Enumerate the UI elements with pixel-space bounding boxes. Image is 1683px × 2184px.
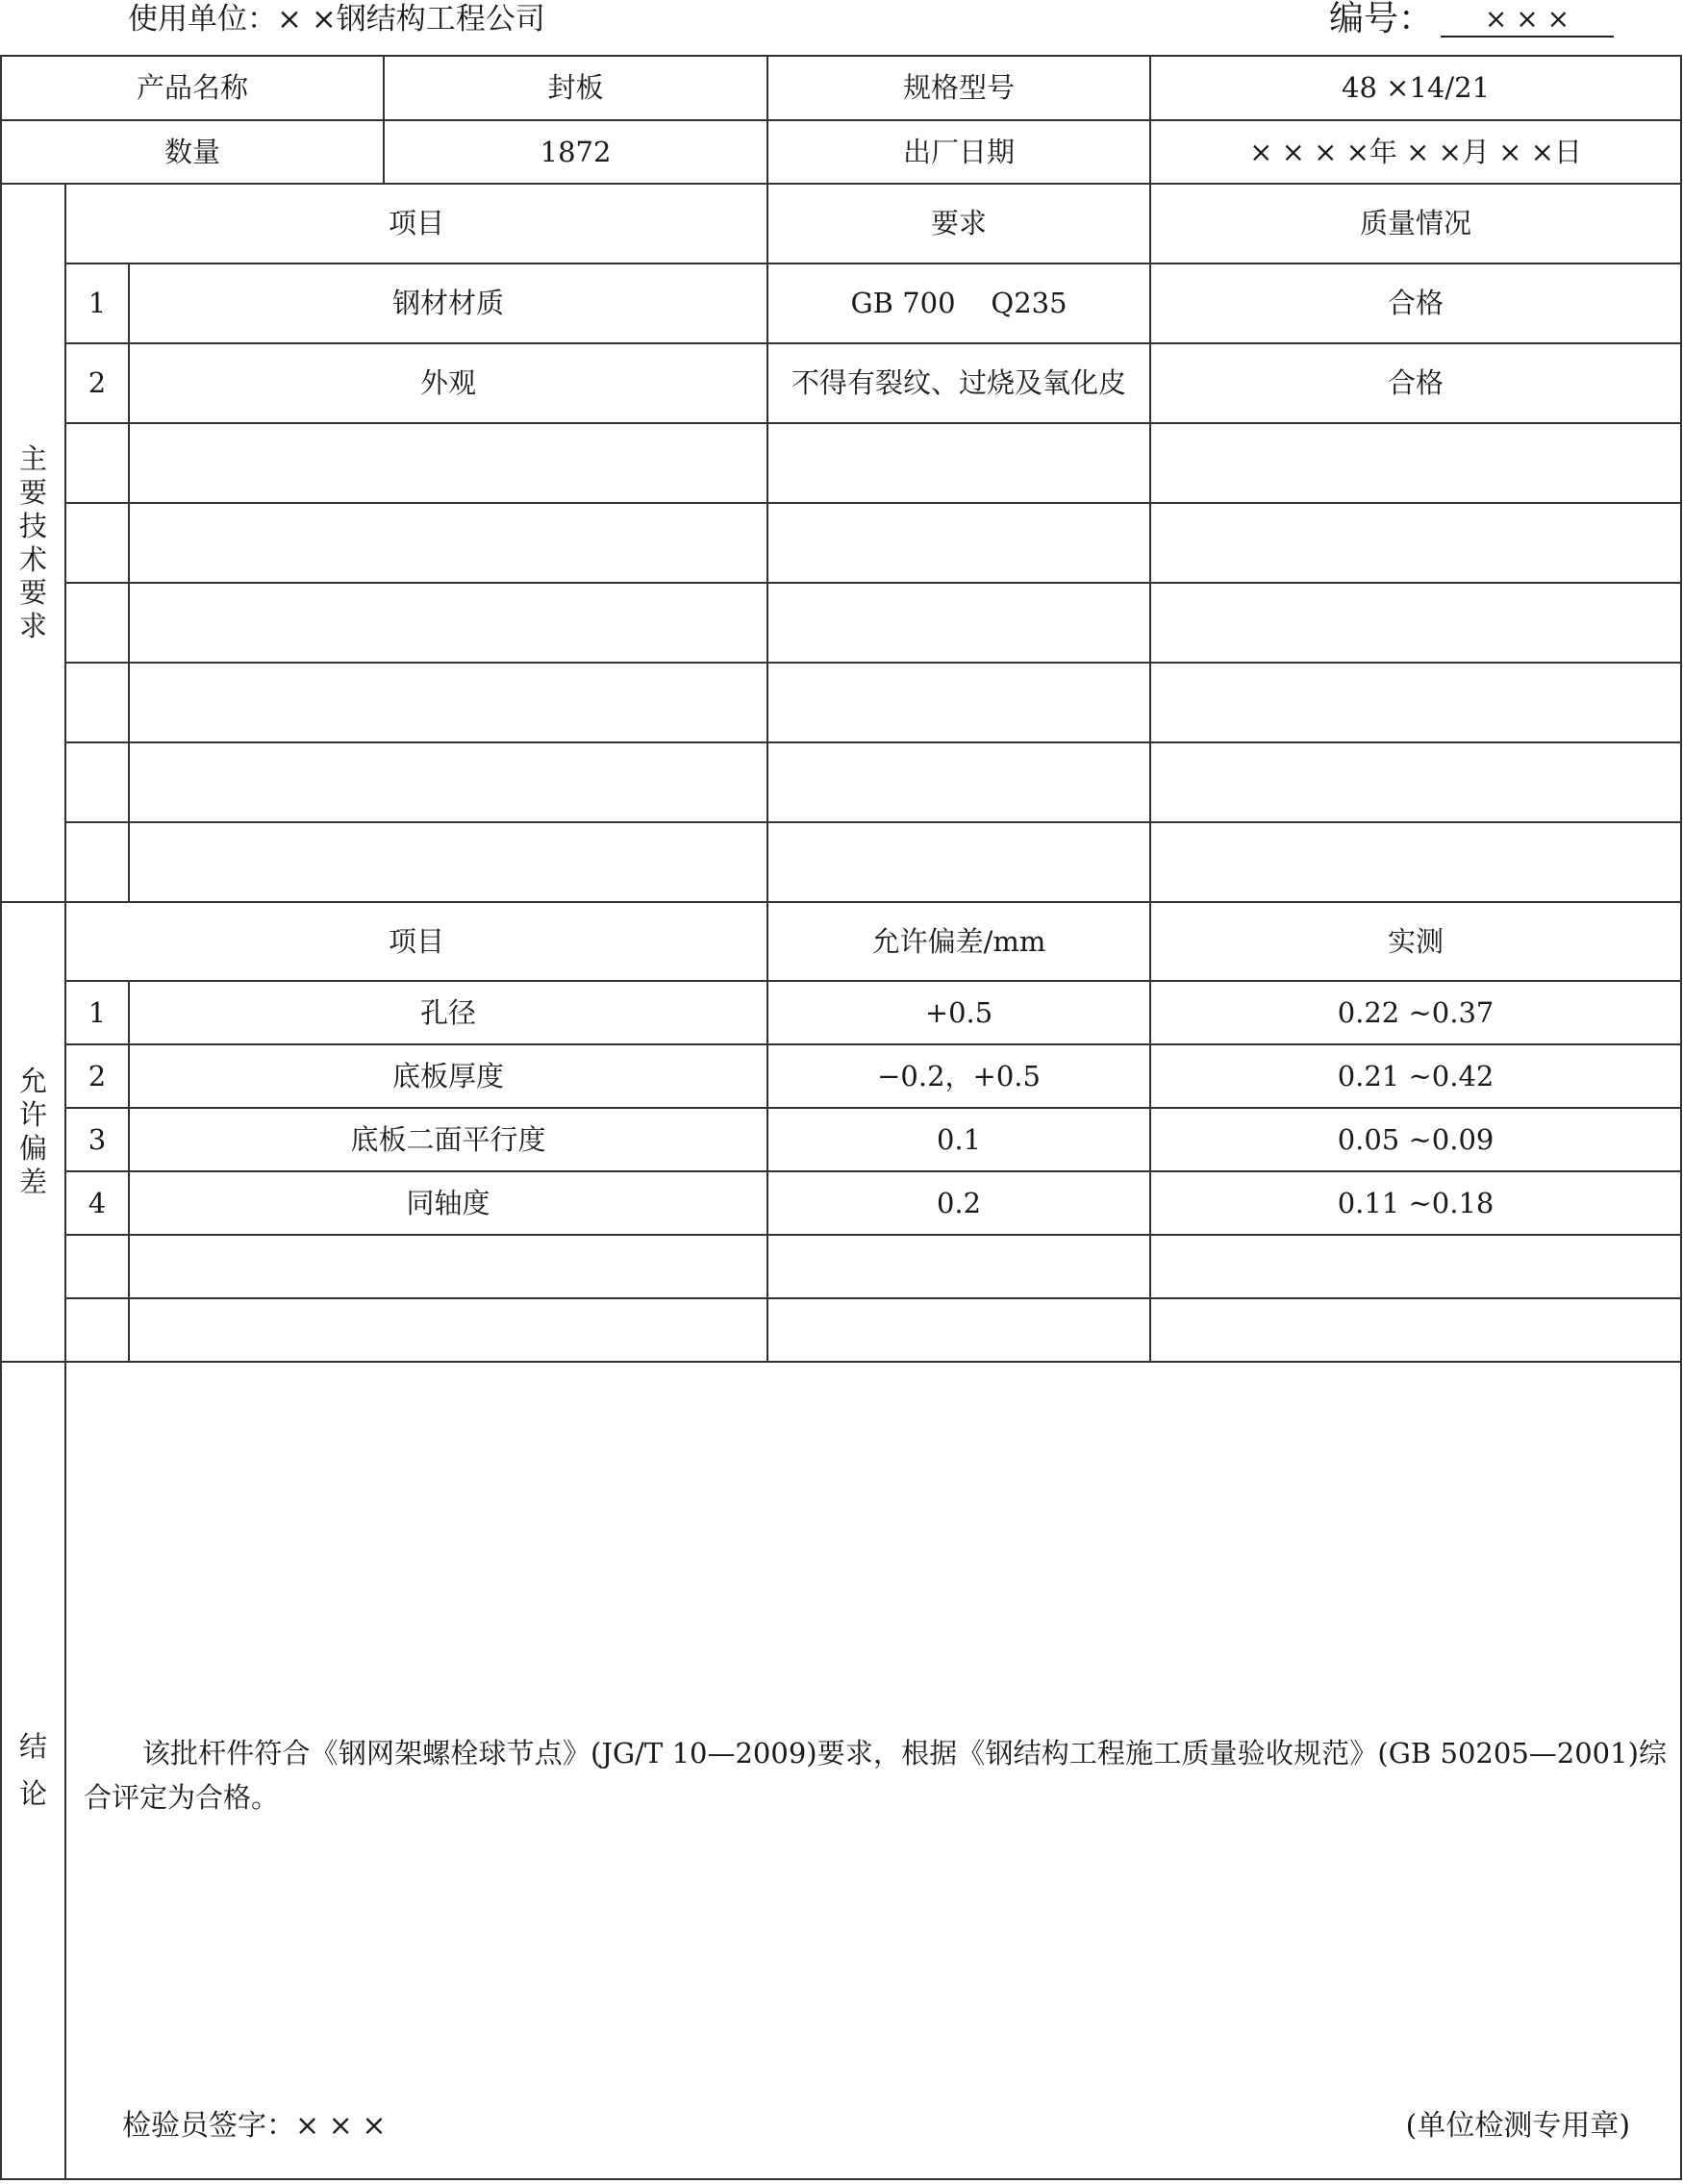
deviation-measured: 0.21 ~0.42 xyxy=(1150,1044,1681,1108)
spec-label: 规格型号 xyxy=(767,56,1150,120)
row-number: 2 xyxy=(65,343,129,423)
row-number: 1 xyxy=(65,264,129,343)
empty-row xyxy=(1,1235,1681,1298)
empty-cell xyxy=(767,742,1150,822)
deviation-label-char: 偏 xyxy=(18,1132,47,1165)
tech-item: 外观 xyxy=(129,343,767,423)
tech-label-char: 术 xyxy=(18,542,47,576)
empty-row xyxy=(1,663,1681,742)
deviation-header-row xyxy=(1,902,1681,981)
tech-section-label xyxy=(1,184,65,902)
conclusion-label-char: 结 xyxy=(18,1730,47,1764)
empty-cell xyxy=(65,663,129,742)
empty-row xyxy=(1,1298,1681,1362)
empty-cell xyxy=(129,583,767,663)
empty-row xyxy=(1,423,1681,503)
empty-cell xyxy=(1150,742,1681,822)
deviation-section-label xyxy=(1,902,65,1362)
empty-cell xyxy=(65,742,129,822)
conclusion-section-label xyxy=(1,1362,65,2179)
tech-col-requirement: 要求 xyxy=(767,184,1150,264)
empty-cell xyxy=(1150,822,1681,902)
empty-row xyxy=(1,822,1681,902)
quantity-label: 数量 xyxy=(1,120,384,184)
tech-requirement: 不得有裂纹、过烧及氧化皮 xyxy=(767,343,1150,423)
deviation-item: 底板厚度 xyxy=(129,1044,767,1108)
empty-cell xyxy=(65,1235,129,1298)
deviation-label-char: 允 xyxy=(18,1065,47,1098)
form-number-label: 编号： xyxy=(1329,0,1434,38)
product-row-1 xyxy=(1,56,1681,120)
row-number: 3 xyxy=(65,1108,129,1171)
empty-cell xyxy=(129,423,767,503)
empty-cell xyxy=(65,1298,129,1362)
empty-row xyxy=(1,503,1681,583)
product-row-2 xyxy=(1,120,1681,184)
deviation-measured: 0.05 ~0.09 xyxy=(1150,1108,1681,1171)
tech-requirement: GB 700 Q235 xyxy=(767,264,1150,343)
empty-cell xyxy=(1150,583,1681,663)
tech-item: 钢材材质 xyxy=(129,264,767,343)
deviation-allowed: 0.2 xyxy=(767,1171,1150,1235)
empty-cell xyxy=(767,822,1150,902)
empty-cell xyxy=(767,423,1150,503)
empty-cell xyxy=(1150,1235,1681,1298)
spec-value: 48 ×14/21 xyxy=(1150,56,1681,120)
empty-row xyxy=(1,742,1681,822)
user-unit xyxy=(128,0,545,38)
deviation-allowed: −0.2，+0.5 xyxy=(767,1044,1150,1108)
inspector-value: × × × xyxy=(295,2109,387,2143)
tech-label-char: 要 xyxy=(18,475,47,509)
conclusion-text: 该批杆件符合《钢网架螺栓球节点》(JG/T 10—2009)要求，根据《钢结构工程施工质量验收规范》(GB 50205—2001)综合评定为合格。 xyxy=(84,1737,1668,1814)
table-row xyxy=(1,1108,1681,1171)
empty-cell xyxy=(65,822,129,902)
tech-col-quality: 质量情况 xyxy=(1150,184,1681,264)
empty-cell xyxy=(1150,663,1681,742)
empty-cell xyxy=(767,663,1150,742)
deviation-label-char: 许 xyxy=(18,1098,47,1132)
empty-cell xyxy=(1150,503,1681,583)
deviation-item: 同轴度 xyxy=(129,1171,767,1235)
empty-cell xyxy=(129,503,767,583)
empty-cell xyxy=(129,663,767,742)
deviation-measured: 0.22 ~0.37 xyxy=(1150,981,1681,1044)
inspection-form xyxy=(0,55,1682,2180)
empty-cell xyxy=(129,1235,767,1298)
deviation-item: 孔径 xyxy=(129,981,767,1044)
empty-cell xyxy=(65,503,129,583)
date-value: × × × ×年 × ×月 × ×日 xyxy=(1150,120,1681,184)
empty-cell xyxy=(129,1298,767,1362)
form-number xyxy=(1329,0,1614,38)
inspector-signature xyxy=(122,2109,386,2144)
table-row xyxy=(1,981,1681,1044)
empty-cell xyxy=(767,1235,1150,1298)
inspector-label: 检验员签字： xyxy=(122,2109,295,2143)
user-unit-value: × ×钢结构工程公司 xyxy=(277,2,545,37)
empty-row xyxy=(1,583,1681,663)
product-name-label: 产品名称 xyxy=(1,56,384,120)
deviation-label-char: 差 xyxy=(18,1165,47,1198)
date-label: 出厂日期 xyxy=(767,120,1150,184)
tech-label-char: 技 xyxy=(18,509,47,542)
quantity-value: 1872 xyxy=(384,120,767,184)
table-row xyxy=(1,1044,1681,1108)
deviation-col-item: 项目 xyxy=(65,902,767,981)
empty-cell xyxy=(1150,1298,1681,1362)
product-name-value: 封板 xyxy=(384,56,767,120)
deviation-col-measured: 实测 xyxy=(1150,902,1681,981)
user-unit-label: 使用单位： xyxy=(128,2,277,37)
empty-cell xyxy=(129,822,767,902)
conclusion-label-char: 论 xyxy=(18,1777,47,1810)
deviation-item: 底板二面平行度 xyxy=(129,1108,767,1171)
deviation-allowed: +0.5 xyxy=(767,981,1150,1044)
empty-cell xyxy=(767,583,1150,663)
form-header xyxy=(0,0,1683,55)
conclusion-row xyxy=(1,1362,1681,2179)
empty-cell xyxy=(767,503,1150,583)
table-row xyxy=(1,343,1681,423)
empty-cell xyxy=(129,742,767,822)
tech-col-item: 项目 xyxy=(65,184,767,264)
tech-label-char: 求 xyxy=(18,610,47,643)
row-number: 1 xyxy=(65,981,129,1044)
tech-label-char: 要 xyxy=(18,576,47,610)
deviation-allowed: 0.1 xyxy=(767,1108,1150,1171)
empty-cell xyxy=(65,423,129,503)
empty-cell xyxy=(767,1298,1150,1362)
tech-quality: 合格 xyxy=(1150,343,1681,423)
table-row xyxy=(1,1171,1681,1235)
tech-header-row xyxy=(1,184,1681,264)
deviation-col-allowed: 允许偏差/mm xyxy=(767,902,1150,981)
row-number: 4 xyxy=(65,1171,129,1235)
row-number: 2 xyxy=(65,1044,129,1108)
tech-quality: 合格 xyxy=(1150,264,1681,343)
unit-seal-note: (单位检测专用章) xyxy=(1405,2109,1631,2143)
table-row xyxy=(1,264,1681,343)
empty-cell xyxy=(65,583,129,663)
form-number-value: × × × xyxy=(1441,3,1614,38)
empty-cell xyxy=(1150,423,1681,503)
deviation-measured: 0.11 ~0.18 xyxy=(1150,1171,1681,1235)
conclusion-cell xyxy=(65,1362,1681,2179)
tech-label-char: 主 xyxy=(18,442,47,476)
